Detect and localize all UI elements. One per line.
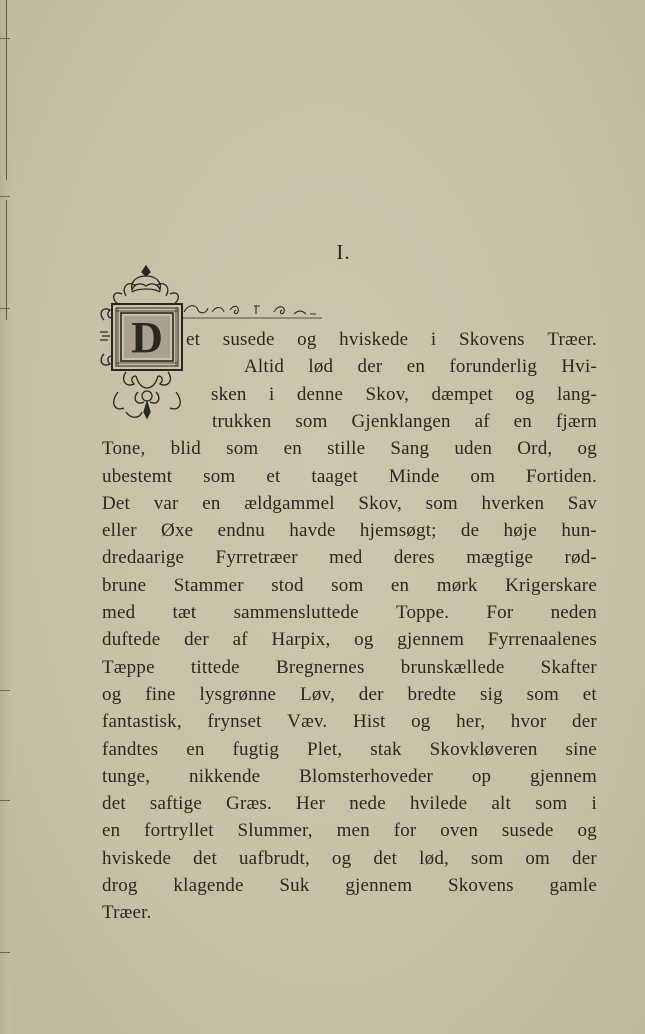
word: hvilede	[409, 793, 468, 815]
word: og	[297, 329, 317, 350]
word: her,	[456, 711, 486, 733]
word: forunderlig	[449, 356, 538, 378]
word: denne	[296, 383, 344, 405]
binding-tick	[0, 952, 10, 953]
text-line	[102, 736, 597, 763]
word: Altid	[244, 356, 285, 378]
word: sammensluttede	[233, 602, 359, 623]
word: tæt	[172, 602, 197, 623]
word: Fortiden.	[526, 465, 597, 487]
word: for	[393, 820, 417, 842]
word: fantastisk,	[102, 711, 182, 733]
word: trukken	[212, 410, 272, 432]
text-line	[102, 872, 597, 899]
word: og	[354, 629, 374, 651]
word: en	[102, 820, 121, 842]
word: en	[186, 738, 205, 760]
word: lød,	[419, 847, 450, 869]
word: hviskede	[102, 847, 172, 869]
word: sken	[211, 383, 247, 405]
text-line	[102, 435, 597, 462]
word: Tone,	[102, 438, 146, 460]
word: Skafter	[540, 656, 597, 678]
word: et	[266, 465, 281, 487]
word: op	[471, 765, 492, 787]
text-line	[102, 681, 597, 708]
word: uafbrudt,	[238, 847, 310, 869]
text-line	[102, 817, 597, 844]
word: fine	[145, 683, 176, 705]
word: lød	[308, 356, 334, 378]
word: bredte	[407, 683, 457, 705]
word: neden	[550, 602, 597, 623]
word: eller	[102, 520, 137, 542]
word: deres	[393, 547, 435, 569]
word: Hvi-	[561, 356, 597, 378]
word: Sang	[390, 438, 430, 460]
word: i	[268, 383, 275, 405]
word: af	[232, 629, 248, 651]
word: hjemsøgt;	[359, 520, 437, 542]
word: Skovkløveren	[429, 738, 538, 760]
word: i	[430, 329, 437, 350]
word: gamle	[549, 875, 597, 896]
word: susede	[222, 329, 275, 350]
word: lang-	[556, 383, 597, 405]
binding-tick	[0, 800, 10, 801]
word: i	[591, 793, 597, 815]
word: et	[582, 683, 597, 705]
word: havde	[289, 520, 336, 542]
flourish-icon	[182, 300, 322, 320]
word: en	[406, 356, 426, 378]
word: fandtes	[102, 738, 159, 760]
word: stak	[370, 738, 402, 760]
text-line	[102, 572, 597, 599]
word: hverken	[481, 492, 545, 514]
word: dredaarige	[102, 547, 185, 569]
word: Græs.	[226, 793, 272, 815]
text-line	[102, 490, 597, 517]
word: Sav	[567, 492, 597, 514]
text-line	[102, 899, 152, 926]
word: susede	[501, 820, 554, 842]
word: fortryllet	[144, 820, 214, 842]
word: og	[331, 847, 352, 869]
word: brune	[102, 574, 147, 596]
text-line	[102, 626, 597, 653]
word: men	[336, 820, 370, 842]
binding-tick	[0, 308, 10, 309]
word: oven	[440, 820, 479, 842]
text-line	[102, 463, 597, 490]
word: der	[358, 683, 384, 705]
word: Slummer,	[237, 820, 313, 842]
word: høje	[503, 520, 538, 542]
word: og	[515, 383, 535, 405]
word: dæmpet	[431, 383, 493, 405]
text-line	[186, 326, 597, 353]
text-line	[102, 654, 597, 681]
word: Ord,	[517, 438, 553, 460]
binding-tick	[0, 38, 10, 39]
word: om	[525, 847, 551, 869]
word: tittede	[190, 656, 240, 678]
word: Minde	[388, 465, 440, 487]
word: Blomsterhoveder	[299, 765, 433, 787]
word: mægtige	[466, 547, 534, 569]
word: sig	[480, 683, 503, 705]
word: Væv.	[287, 711, 328, 733]
word: blid	[170, 438, 201, 460]
word: som	[425, 492, 458, 514]
word: Plet,	[307, 738, 343, 760]
ornamental-drop-cap	[96, 262, 196, 440]
word: Skov,	[358, 492, 402, 514]
word: de	[460, 520, 480, 542]
word: nikkende	[189, 765, 261, 787]
word: alt	[491, 793, 511, 815]
word: ubestemt	[102, 465, 173, 487]
word: rød-	[564, 547, 597, 569]
word: Bregnernes	[276, 656, 365, 678]
word: Øxe	[161, 520, 194, 542]
header-flourish	[182, 300, 322, 320]
word: hun-	[561, 520, 597, 542]
text-line	[102, 517, 597, 544]
word: Tæppe	[102, 656, 155, 678]
word: som	[526, 683, 559, 705]
text-line	[102, 763, 597, 790]
word: Harpix,	[271, 629, 331, 651]
word: duftede	[102, 629, 161, 651]
word: som	[203, 465, 236, 487]
word: stod	[271, 574, 304, 596]
word: Det	[102, 492, 131, 514]
word: en	[283, 438, 302, 460]
word: en	[390, 574, 410, 596]
text-line	[102, 790, 597, 817]
word: saftige	[149, 793, 202, 815]
word: Skovens	[458, 329, 525, 350]
binding-tick	[0, 196, 10, 197]
word: Fyrrenaalenes	[487, 629, 597, 651]
text-line	[211, 381, 597, 408]
word: der	[357, 356, 383, 378]
word: fjærn	[555, 410, 597, 432]
word: om	[470, 465, 496, 487]
text-line	[212, 408, 597, 435]
text-line	[102, 599, 597, 626]
word: der	[572, 847, 597, 869]
word: Suk	[279, 875, 310, 896]
drop-cap-letter: D	[131, 313, 163, 362]
word: det	[193, 847, 217, 869]
word: Løv,	[300, 683, 335, 705]
word: af	[474, 410, 490, 432]
word: der	[184, 629, 209, 651]
word: brunskællede	[400, 656, 505, 678]
word: Træer.	[547, 329, 597, 350]
word: Hist	[353, 711, 386, 733]
word: hvor	[510, 711, 547, 733]
text-line	[102, 544, 597, 571]
word: Skov,	[365, 383, 410, 405]
drop-cap-ornament-icon	[96, 262, 196, 440]
word: nede	[349, 793, 386, 815]
word: lysgrønne	[199, 683, 277, 705]
word: som	[535, 793, 568, 815]
word: det	[373, 847, 398, 869]
word: og	[577, 820, 597, 842]
word: som	[471, 847, 504, 869]
word: taaget	[311, 465, 358, 487]
word: gjennem	[397, 629, 465, 651]
text-line	[102, 845, 597, 872]
chapter-number: I.	[336, 240, 351, 264]
binding-tick	[0, 690, 10, 691]
word: som	[295, 410, 328, 432]
text-line	[102, 708, 597, 735]
word: som	[226, 438, 259, 460]
word: endnu	[217, 520, 265, 542]
word: med	[102, 602, 136, 623]
word: mørk	[436, 574, 478, 596]
word: en	[513, 410, 532, 432]
word: Fyrretræer	[215, 547, 298, 569]
text-line	[244, 353, 597, 380]
word: fugtig	[232, 738, 280, 760]
word: et	[186, 329, 201, 350]
word: drog	[102, 875, 138, 896]
word: sine	[565, 738, 597, 760]
binding-edge	[0, 0, 14, 1034]
word: Toppe.	[395, 602, 450, 623]
word: Stammer	[173, 574, 244, 596]
word: og	[577, 438, 597, 460]
word: tunge,	[102, 765, 151, 787]
word: frynset	[207, 711, 262, 733]
word: stille	[327, 438, 366, 460]
word: For	[486, 602, 514, 623]
word: der	[572, 711, 597, 733]
word: klagende	[173, 875, 244, 896]
word: uden	[454, 438, 493, 460]
word: Træer.	[102, 902, 152, 924]
word: gjennem	[345, 875, 413, 896]
word: med	[329, 547, 363, 569]
word: Her	[296, 793, 326, 815]
word: og	[102, 683, 122, 705]
word: ældgammel	[244, 492, 335, 514]
word: Skovens	[447, 875, 514, 896]
word: gjennem	[530, 765, 597, 787]
binding-rule	[6, 0, 7, 180]
word: hviskede	[339, 329, 409, 350]
word: og	[411, 711, 431, 733]
word: var	[153, 492, 179, 514]
word: en	[202, 492, 221, 514]
word: som	[331, 574, 364, 596]
word: Krigerskare	[505, 574, 597, 596]
word: det	[102, 793, 126, 815]
word: Gjenklangen	[351, 410, 451, 432]
